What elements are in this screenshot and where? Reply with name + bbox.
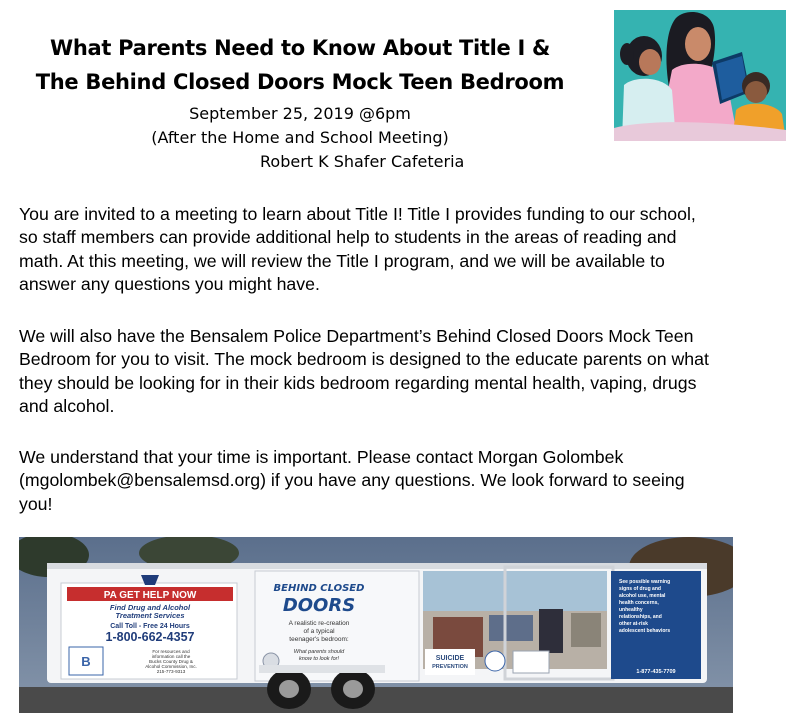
center-sub2: know to look for!: [298, 656, 340, 662]
center-desc1: A realistic re-creation: [288, 620, 350, 627]
right-line3: alcohol use, mental: [619, 593, 666, 599]
center-title1: BEHIND CLOSED: [273, 583, 365, 594]
right-phone: 1-877-435-7709: [636, 669, 676, 675]
family-reading-illustration: [614, 10, 786, 141]
svg-text:B: B: [81, 654, 91, 669]
left-line2: Treatment Services: [115, 611, 185, 620]
title-line-1: What Parents Need to Know About Title I &: [49, 36, 551, 60]
right-line4: health concerns,: [619, 600, 659, 606]
event-venue: Robert K Shafer Cafeteria: [260, 152, 465, 171]
right-line2: signs of drug and: [619, 586, 661, 592]
title-line-2: The Behind Closed Doors Mock Teen Bedroom: [35, 70, 565, 94]
trailer-photo: [19, 537, 733, 713]
left-call: Call Toll - Free 24 Hours: [110, 623, 190, 630]
resources-1: For resources and: [152, 649, 190, 654]
paragraph-title-i: You are invited to a meeting to learn about Title I! Title I provides funding to our school, so staff members can provide additional help to students in the areas of reading and math. At this meeting, we will review the Title I program, and we will be available to answer any questions you might have.: [19, 204, 696, 294]
resources-2: information call the: [151, 654, 191, 659]
right-line7: other at-risk: [619, 621, 648, 627]
center-desc3: teenager's bedroom:: [289, 636, 349, 643]
event-note: (After the Home and School Meeting): [151, 128, 449, 147]
right-line1: See possible warning: [619, 579, 671, 585]
right-line8: adolescent behaviors: [619, 628, 671, 634]
center-desc2: of a typical: [303, 628, 335, 635]
paragraph-mock-bedroom: We will also have the Bensalem Police Department’s Behind Closed Doors Mock Teen Bedroom for you to visit. The mock bedroom is designed to the educate parents on what they should be looking for in their kids bedroom regarding mental health, vaping, drugs and alcohol.: [19, 326, 709, 416]
event-date: September 25, 2019 @6pm: [189, 104, 411, 123]
right-line6: relationships, and: [619, 614, 662, 620]
center-title2: DOORS: [282, 595, 356, 616]
resources-4: Alcohol Commission, Inc.: [145, 664, 197, 669]
left-line1: Find Drug and Alcohol: [109, 603, 191, 612]
paragraph-contact: We understand that your time is important. Please contact Morgan Golombek (mgolombek@bensalemsd.org) if you have any questions. We look forward to seeing you!: [19, 447, 685, 514]
right-line5: unhealthy: [619, 607, 643, 613]
resources-phone: 215-773-9313: [156, 669, 186, 674]
suicide-text2: PREVENTION: [432, 664, 468, 670]
suicide-text1: SUICIDE: [435, 655, 465, 662]
left-phone: 1-800-662-4357: [105, 630, 195, 644]
resources-3: Bucks County Drug &: [149, 659, 193, 664]
banner-text: PA GET HELP NOW: [103, 590, 197, 601]
center-sub1: What parents should: [293, 649, 345, 655]
